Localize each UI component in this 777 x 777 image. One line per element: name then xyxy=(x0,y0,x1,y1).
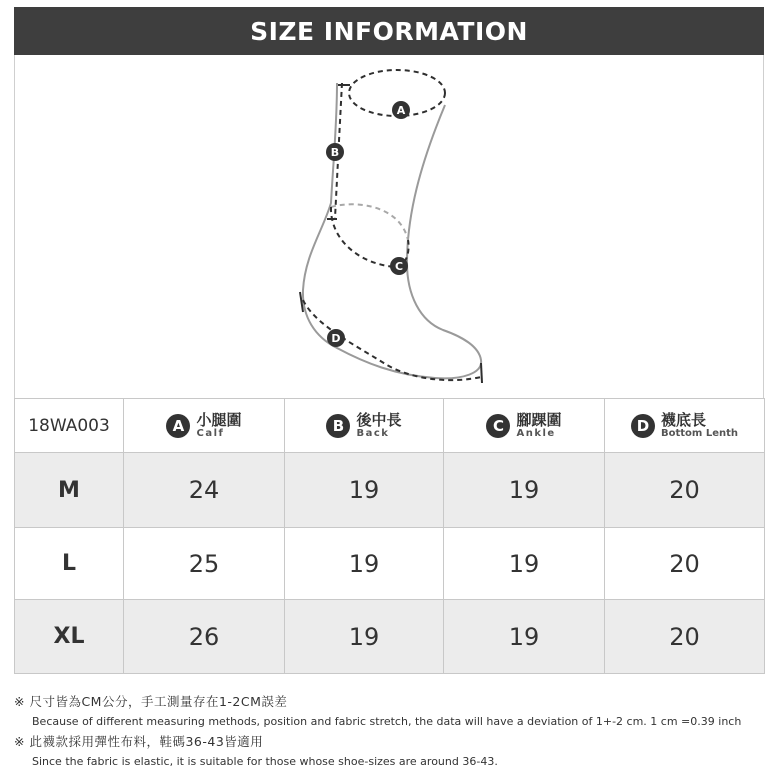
note-en: Since the fabric is elastic, it is suitable for those whose shoe-sizes are around 36-43. xyxy=(32,755,498,768)
value-bottom: 20 xyxy=(605,453,765,528)
column-cn-label: 後中長 xyxy=(356,410,402,429)
marker-a-icon: A xyxy=(392,101,410,119)
value-back: 19 xyxy=(285,600,444,674)
size-table xyxy=(14,398,765,674)
note-cn: ※ 尺寸皆為CM公分，手工測量存在1-2CM誤差 xyxy=(14,694,288,709)
measure-c-back xyxy=(331,204,408,240)
letter-b-icon: B xyxy=(326,414,350,438)
letter-d-icon: D xyxy=(631,414,655,438)
table-row xyxy=(15,528,765,600)
value-ankle: 19 xyxy=(444,453,605,528)
header-title: SIZE INFORMATION xyxy=(250,16,528,46)
value-back: 19 xyxy=(285,528,444,600)
column-header-bottom xyxy=(605,399,765,453)
column-en-label: Back xyxy=(356,428,390,440)
column-en-label: Calf xyxy=(196,428,225,440)
table-row xyxy=(15,453,765,528)
note-cn: ※ 此襪款採用彈性布料，鞋碼36-43皆適用 xyxy=(14,734,264,749)
value-ankle: 19 xyxy=(444,528,605,600)
note-en: Because of different measuring methods, position and fabric stretch, the data will have a deviation of 1+-2 cm. 1 cm =0.39 inch xyxy=(32,715,742,728)
model-code: 18WA003 xyxy=(15,399,124,453)
size-label: XL xyxy=(15,600,124,674)
column-en-label: Ankle xyxy=(516,428,556,440)
marker-c-icon: C xyxy=(390,257,408,275)
column-cn-label: 小腿圍 xyxy=(196,410,242,429)
column-cn-label: 腳踝圍 xyxy=(516,410,562,429)
column-cn-label: 襪底長 xyxy=(661,410,707,429)
value-bottom: 20 xyxy=(605,528,765,600)
value-calf: 26 xyxy=(124,600,285,674)
sock-diagram xyxy=(14,55,764,398)
table-row xyxy=(15,600,765,674)
value-calf: 24 xyxy=(124,453,285,528)
value-bottom: 20 xyxy=(605,600,765,674)
size-label: M xyxy=(15,453,124,528)
column-header-calf xyxy=(124,399,285,453)
column-header-back xyxy=(285,399,444,453)
value-calf: 25 xyxy=(124,528,285,600)
value-ankle: 19 xyxy=(444,600,605,674)
size-info-header xyxy=(14,7,764,55)
marker-b-icon: B xyxy=(326,143,344,161)
letter-c-icon: C xyxy=(486,414,510,438)
letter-a-icon: A xyxy=(166,414,190,438)
marker-d-icon: D xyxy=(327,329,345,347)
size-label: L xyxy=(15,528,124,600)
sock-illustration xyxy=(15,55,763,398)
column-en-label: Bottom Lenth xyxy=(661,428,738,440)
column-header-ankle xyxy=(444,399,605,453)
value-back: 19 xyxy=(285,453,444,528)
notes-section xyxy=(14,692,774,772)
table-header-row xyxy=(15,399,765,453)
